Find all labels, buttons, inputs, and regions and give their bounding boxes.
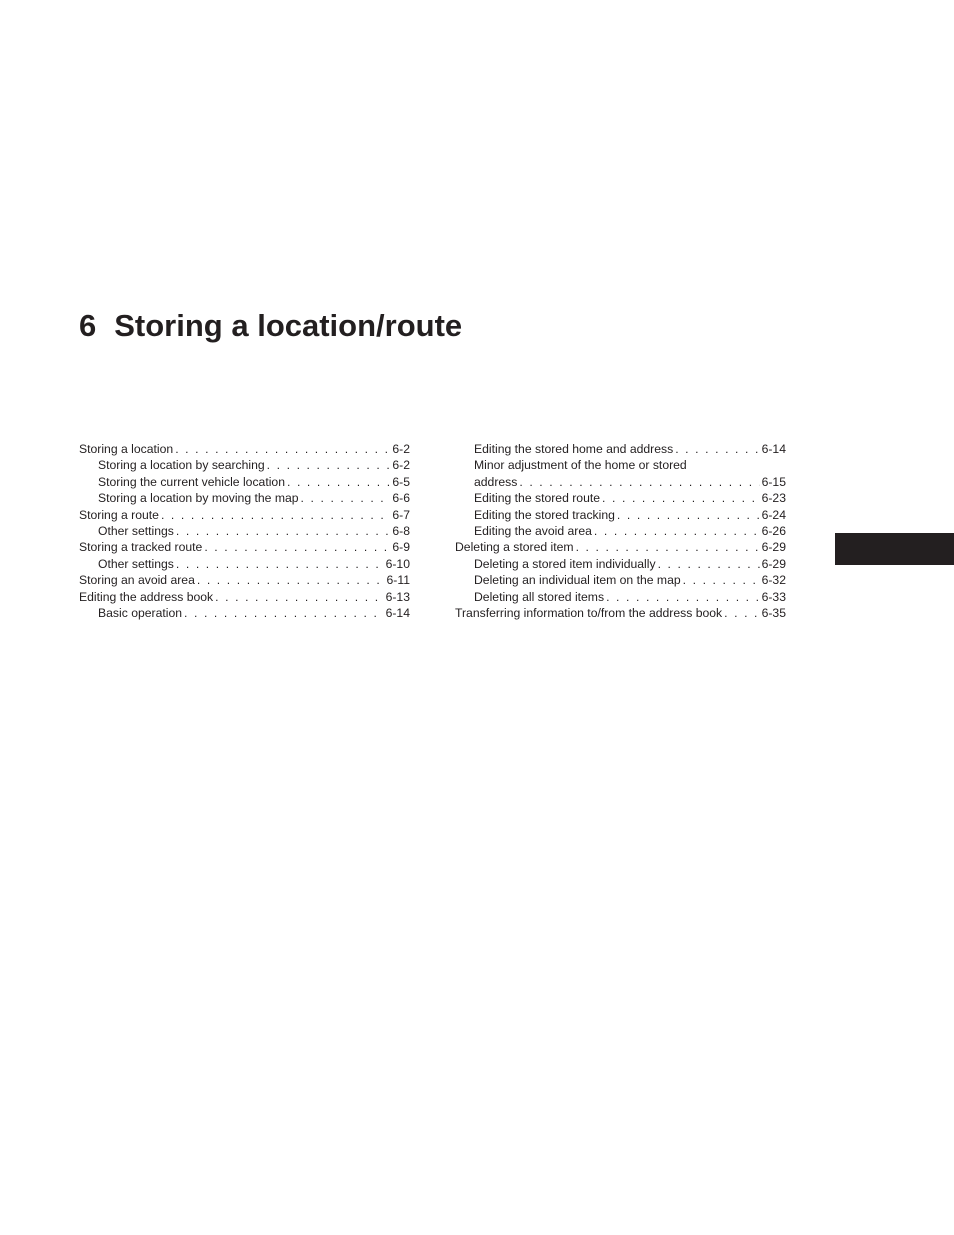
toc-entry-page: 6-33 — [761, 589, 786, 604]
toc-entry-label: Storing the current vehicle location — [98, 474, 285, 489]
chapter-number: 6 — [79, 308, 97, 343]
toc-dot-leader — [215, 589, 383, 605]
toc-column-left — [79, 441, 410, 621]
toc-entry-label: Minor adjustment of the home or stored — [474, 458, 687, 473]
toc-dot-leader — [176, 523, 391, 539]
toc-entry-page: 6-26 — [761, 523, 786, 538]
toc-entry-page: 6-13 — [385, 589, 410, 604]
toc-entry[interactable] — [455, 441, 786, 457]
toc-entry-label: Deleting a stored item — [455, 540, 574, 555]
toc-entry[interactable] — [79, 539, 410, 555]
chapter-thumb-tab — [835, 533, 954, 565]
toc-entry[interactable] — [455, 556, 786, 572]
toc-entry-page: 6-35 — [761, 605, 786, 620]
toc-entry-page: 6-29 — [761, 556, 786, 571]
toc-entry-label: Editing the address book — [79, 589, 214, 604]
toc-dot-leader — [301, 490, 391, 506]
toc-entry[interactable] — [79, 474, 410, 490]
toc-entry-page: 6-6 — [392, 491, 410, 506]
toc-entry[interactable] — [79, 457, 410, 473]
toc-dot-leader — [287, 474, 390, 490]
chapter-title-text: Storing a location/route — [114, 308, 463, 343]
toc-entry[interactable] — [455, 523, 786, 539]
toc-dot-leader — [594, 523, 760, 539]
toc-dot-leader — [675, 441, 759, 457]
toc-dot-leader — [267, 457, 391, 473]
toc-entry[interactable] — [455, 539, 786, 555]
toc-entry-label: Editing the stored route — [474, 491, 601, 506]
toc-entry-label: Storing a location by searching — [98, 458, 265, 473]
toc-entry-label: Storing a tracked route — [79, 540, 203, 555]
toc-entry-page: 6-32 — [761, 573, 786, 588]
toc-dot-leader — [602, 490, 760, 506]
toc-entry-label: Storing a route — [79, 507, 159, 522]
toc-entry[interactable] — [455, 605, 786, 621]
toc-entry[interactable] — [455, 457, 786, 473]
chapter-title — [79, 306, 462, 346]
toc-dot-leader — [175, 441, 390, 457]
toc-entry-page: 6-2 — [392, 458, 410, 473]
toc-entry-page: 6-2 — [392, 442, 410, 456]
toc-entry-page: 6-8 — [392, 523, 410, 538]
toc-entry-page: 6-11 — [386, 573, 410, 588]
toc-entry-page: 6-9 — [392, 540, 410, 555]
toc-entry-label: Transferring information to/from the address book — [455, 605, 723, 620]
toc-dot-leader — [576, 539, 760, 555]
toc-entry-label: Editing the avoid area — [474, 523, 592, 538]
toc-entry-page: 6-14 — [385, 605, 410, 620]
toc-entry[interactable] — [79, 605, 410, 621]
toc-dot-leader — [197, 572, 385, 588]
toc-entry[interactable] — [79, 523, 410, 539]
toc-entry[interactable] — [79, 490, 410, 506]
toc-entry[interactable] — [79, 441, 410, 457]
toc-entry-label: Deleting a stored item individually — [474, 556, 656, 571]
toc-entry[interactable] — [455, 474, 786, 490]
toc-column-right — [455, 441, 786, 621]
toc-entry-label: Deleting all stored items — [474, 589, 605, 604]
toc-entry-label: address — [474, 474, 518, 489]
toc-entry[interactable] — [455, 572, 786, 588]
toc-entry-page: 6-15 — [761, 474, 786, 489]
toc-dot-leader — [606, 589, 760, 605]
toc-entry-label: Storing a location — [79, 442, 174, 456]
toc-dot-leader — [176, 556, 384, 572]
toc-entry-label: Editing the stored tracking — [474, 507, 615, 522]
toc-entry[interactable] — [455, 589, 786, 605]
toc-entry[interactable] — [79, 507, 410, 523]
toc-dot-leader — [617, 507, 760, 523]
toc-entry-page: 6-24 — [761, 507, 786, 522]
toc-dot-leader — [161, 507, 390, 523]
toc-entry-page: 6-29 — [761, 540, 786, 555]
toc-entry[interactable] — [79, 572, 410, 588]
toc-entry-label: Editing the stored home and address — [474, 442, 674, 456]
toc-entry-page: 6-10 — [385, 556, 410, 571]
toc-entry-label: Storing a location by moving the map — [98, 491, 299, 506]
toc-entry-page: 6-14 — [761, 442, 786, 456]
toc-dot-leader — [184, 605, 384, 621]
toc-entry[interactable] — [455, 490, 786, 506]
toc-dot-leader — [204, 539, 390, 555]
toc-entry-page: 6-23 — [761, 491, 786, 506]
toc-dot-leader — [658, 556, 760, 572]
toc-dot-leader — [519, 474, 759, 490]
toc-entry[interactable] — [79, 589, 410, 605]
toc-entry[interactable] — [79, 556, 410, 572]
toc-entry-label: Storing an avoid area — [79, 573, 195, 588]
toc-entry-page: 6-5 — [392, 474, 410, 489]
toc-dot-leader — [724, 605, 759, 621]
toc-entry[interactable] — [455, 507, 786, 523]
toc-entry-page: 6-7 — [392, 507, 410, 522]
toc-entry-label: Basic operation — [98, 605, 183, 620]
toc-entry-label: Deleting an individual item on the map — [474, 573, 681, 588]
toc-entry-label: Other settings — [98, 556, 174, 571]
toc-dot-leader — [683, 572, 760, 588]
toc-entry-label: Other settings — [98, 523, 174, 538]
